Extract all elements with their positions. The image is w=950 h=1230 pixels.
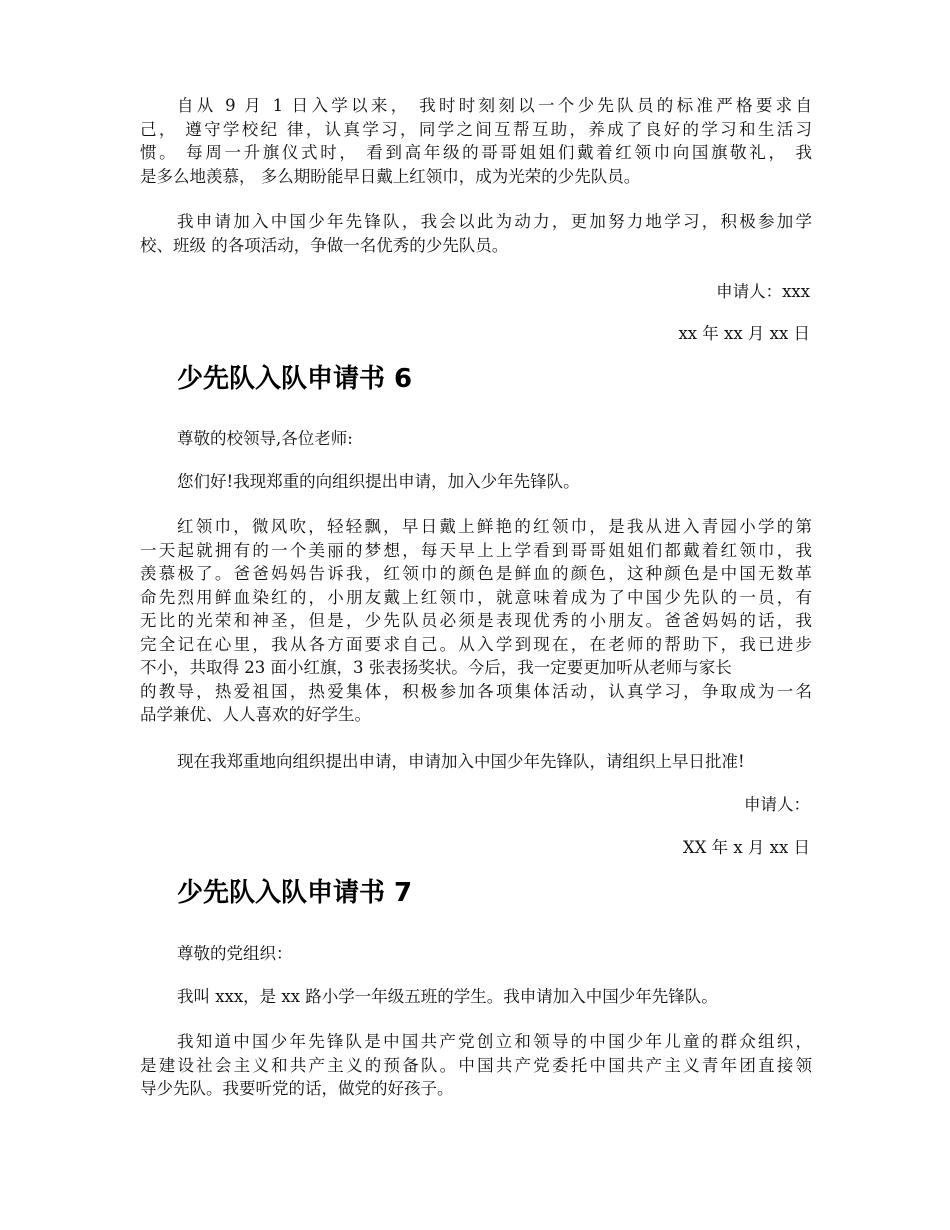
s7-intro: 我叫 xxx，是 xx 路小学一年级五班的学生。我申请加入中国少年先锋队。	[177, 987, 718, 1006]
text-line: 红领巾，微风吹，轻轻飘，早日戴上鲜艳的红领巾，是我从进入青园小学的第	[177, 517, 812, 536]
text-line: 羡慕极了。爸爸妈妈告诉我，红领巾的颜色是鲜血的颜色，这种颜色是中国无数革	[140, 564, 812, 583]
s6-closing: 现在我郑重地向组织提出申请，申请加入中国少年先锋队，请组织上早日批准!	[177, 752, 745, 771]
s5-date: xx 年 xx 月 xx 日	[678, 324, 810, 343]
text-line: 是多么地羡慕， 多么期盼能早日戴上红领巾，成为光荣的少先队员。	[140, 166, 641, 186]
s6-body-paragraph	[140, 515, 812, 727]
s5-paragraph-2	[140, 210, 812, 257]
s6-intro: 您们好!我现郑重的向组织提出申请，加入少年先锋队。	[177, 472, 580, 491]
s6-greeting: 尊敬的校领导,各位老师:	[177, 429, 353, 448]
text-line: 导少先队。我要听党的话，做党的好孩子。	[140, 1079, 454, 1098]
text-line: 我申请加入中国少年先锋队，我会以此为动力，更加努力地学习，积极参加学	[177, 212, 812, 231]
text-line: 惯。 每周一升旗仪式时， 看到高年级的哥哥姐姐们戴着红领巾向国旗敬礼， 我	[140, 143, 812, 162]
text-line: 校、班级 的各项活动，争做一名优秀的少先队员。	[140, 235, 509, 255]
text-line: 命先烈用鲜血染红的，小朋友戴上红领巾，就意味着成为了中国少先队的一员，有	[140, 587, 812, 607]
text-line: 品学兼优、人人喜欢的好学生。	[140, 705, 371, 724]
s6-date: XX 年 x 月 xx 日	[682, 838, 810, 857]
s5-applicant: 申请人：xxx	[716, 282, 810, 301]
text-line: 是建设社会主义和共产主义的预备队。中国共产党委托中国共产主义青年团直接领	[140, 1055, 812, 1075]
section-6-title: 少先队入队申请书 6	[177, 364, 413, 394]
text-line: 无比的光荣和神圣，但是，少先队员必须是表现优秀的小朋友。爸爸妈妈的话，我	[140, 611, 812, 630]
text-line: 的教导，热爱祖国，热爱集体，积极参加各项集体活动，认真学习，争取成为一名	[140, 681, 812, 701]
s7-greeting: 尊敬的党组织：	[177, 944, 293, 963]
s7-body-paragraph	[140, 1030, 812, 1101]
text-line: 完全记在心里，我从各方面要求自己。从入学到现在，在老师的帮助下，我已进步	[140, 634, 812, 654]
s6-applicant: 申请人：	[744, 795, 810, 814]
text-line: 我知道中国少年先锋队是中国共产党创立和领导的中国少年儿童的群众组织，	[177, 1032, 812, 1051]
text-line: 己， 遵守学校纪 律，认真学习，同学之间互帮互助，养成了良好的学习和生活习	[140, 119, 812, 139]
s5-paragraph-1	[140, 94, 812, 188]
text-line: 一天起就拥有的一个美丽的梦想，每天早上上学看到哥哥姐姐们都戴着红领巾，我	[140, 540, 812, 560]
text-line: 自从 9 月 1 日入学以来， 我时时刻刻以一个少先队员的标准严格要求自	[177, 96, 812, 115]
section-7-title: 少先队入队申请书 7	[177, 878, 413, 908]
text-line: 不小，共取得 23 面小红旗，3 张表扬奖状。今后，我一定要更加听从老师与家长	[140, 658, 732, 677]
